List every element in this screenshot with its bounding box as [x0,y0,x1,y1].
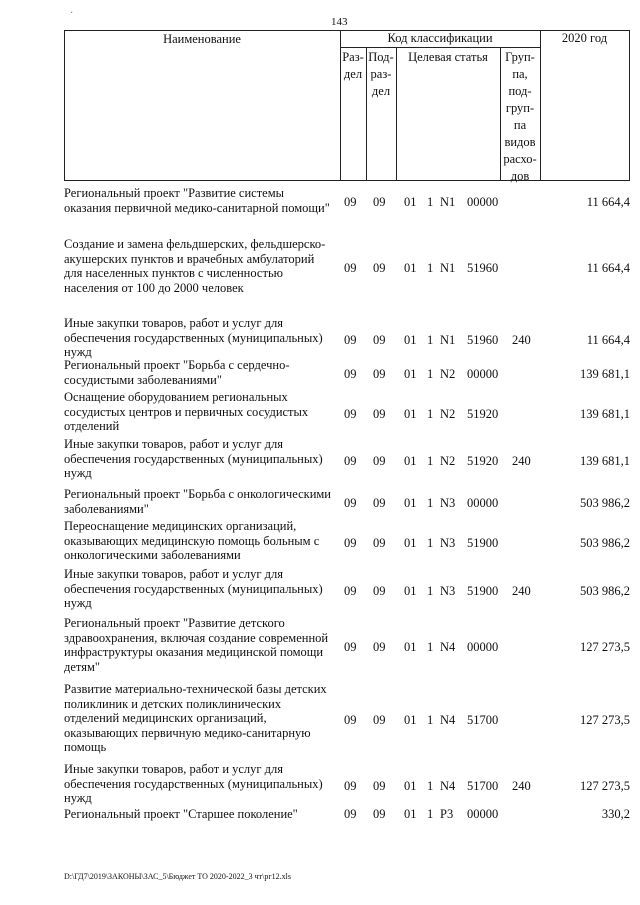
kod-subheader-line [340,47,540,48]
cell-cs3: N3 [440,496,456,511]
cell-cs1: 01 [404,453,417,468]
row-name-line: Иные закупки товаров, работ и услуг для [64,762,284,776]
header-bottom-border [64,180,630,181]
cell-razdel: 09 [344,260,357,275]
cell-sum: 127 273,5 [580,713,630,727]
table-row [64,437,630,481]
cell-razdel: 09 [344,713,357,727]
row-name [64,807,334,822]
row-name [64,358,334,387]
row-name-line: оказания первичной медико-санитарной помощи" [64,200,330,215]
cell-podrazdel: 09 [373,332,386,347]
cell-razdel: 09 [344,639,357,654]
cell-sum: 127 273,5 [580,639,630,654]
row-name [64,437,334,481]
cell-sum: 139 681,1 [580,406,630,421]
header-divider-podrazdel [396,47,397,180]
cell-sum: 503 986,2 [580,496,630,511]
cell-cs3: P3 [440,807,454,821]
table-row [64,487,630,516]
cell-razdel: 09 [344,195,357,210]
row-name-line: Создание и замена фельдшерских, фельдшерско- [64,237,326,251]
row-name-line: обеспечения государственных (муниципальных) [64,451,323,466]
row-name-line: нужд [64,466,92,480]
row-name-line: инфраструктуры оказания медицинской помощи [64,645,324,659]
row-name [64,616,334,674]
scan-mark: · [70,8,74,19]
cell-cs4: 51920 [467,453,499,468]
cell-cs1: 01 [404,778,417,793]
row-name-line: помощь [64,740,107,754]
table-row [64,186,630,215]
row-name-line: Региональный проект "Развитие системы [64,186,285,200]
cell-sum: 503 986,2 [580,583,630,598]
cell-cs1: 01 [404,332,417,347]
cell-cs3: N2 [440,406,456,421]
row-name [64,186,334,215]
cell-cs3: N4 [440,778,456,793]
cell-cs2: 1 [427,778,434,793]
row-name-line: сосудистых центров и первичных сосудистых [64,404,309,419]
cell-cs2: 1 [427,807,434,821]
cell-cs4: 51700 [467,778,499,793]
table-row [64,519,630,563]
cell-razdel: 09 [344,778,357,793]
cell-sum: 503 986,2 [580,535,630,550]
cell-cs4: 51960 [467,260,499,275]
cell-sum: 139 681,1 [580,367,630,382]
cell-podrazdel: 09 [373,639,386,654]
cell-razdel: 09 [344,406,357,421]
header-year: 2020 год [561,31,608,45]
row-name [64,390,334,434]
cell-cs2: 1 [427,496,434,511]
cell-cs3: N1 [440,260,456,275]
cell-cs3: N2 [440,367,456,382]
row-name-line: обеспечения государственных (муниципальных) [64,776,323,791]
row-name-line: детям" [64,659,100,674]
cell-razdel: 09 [344,583,357,598]
cell-sum: 330,2 [601,807,630,821]
row-name-line: Развитие материально-технической базы детских [64,682,327,696]
cell-podrazdel: 09 [373,713,386,727]
cell-cs4: 00000 [467,195,499,210]
cell-cs2: 1 [427,195,434,210]
cell-cs4: 51920 [467,406,499,421]
header-podrazdel: Под- раз- дел [368,50,394,98]
cell-vid: 240 [512,583,531,598]
cell-sum: 127 273,5 [580,778,630,793]
cell-cs4: 00000 [467,367,499,382]
row-name [64,762,334,806]
cell-cs1: 01 [404,807,417,821]
cell-podrazdel: 09 [373,535,386,550]
row-name-line: Переоснащение медицинских организаций, [64,519,297,533]
page-number: 143 [331,16,348,28]
cell-vid: 240 [512,332,531,347]
cell-podrazdel: 09 [373,367,386,382]
cell-cs2: 1 [427,713,434,727]
row-name-line: Региональный проект "Развитие детского [64,616,285,630]
cell-razdel: 09 [344,535,357,550]
row-name [64,519,334,563]
row-name [64,682,334,755]
table-row [64,316,630,360]
cell-cs1: 01 [404,535,417,550]
row-name-line: нужд [64,791,92,805]
cell-cs2: 1 [427,453,434,468]
row-name [64,237,334,295]
cell-cs4: 00000 [467,639,499,654]
cell-cs4: 51900 [467,583,499,598]
cell-razdel: 09 [344,807,357,821]
row-name-line: нужд [64,596,92,610]
row-name [64,567,334,611]
cell-cs1: 01 [404,260,417,275]
row-name-line: оказывающих медицинскую помощь больным с [64,533,320,548]
row-name-line: населения от 100 до 2000 человек [64,280,244,295]
row-name-line: Региональный проект "Старшее поколение" [64,807,298,821]
row-name-line: Иные закупки товаров, работ и услуг для [64,316,284,330]
cell-cs2: 1 [427,535,434,550]
cell-cs2: 1 [427,639,434,654]
cell-podrazdel: 09 [373,406,386,421]
row-name-line: обеспечения государственных (муниципальных) [64,330,323,345]
row-name-line: отделений медицинских организаций, [64,711,267,725]
header-gruppa: Груп- па, под- груп- па видов расхо- дов [503,50,537,183]
row-name-line: Иные закупки товаров, работ и услуг для [64,567,284,581]
header-naimenovanie: Наименование [163,32,241,46]
cell-cs3: N2 [440,453,456,468]
cell-sum: 11 664,4 [586,332,630,347]
table-row [64,762,630,806]
cell-cs1: 01 [404,639,417,654]
cell-cs4: 51700 [467,713,499,727]
cell-cs2: 1 [427,583,434,598]
cell-cs3: N4 [440,713,456,727]
file-path: D:\ГД7\2019\ЗАКОНЫ\ЗАС_5\Бюджет ТО 2020-2022_3 чт\рг12.xls [64,872,291,881]
header-celevaya: Целевая статья [408,50,488,64]
cell-podrazdel: 09 [373,453,386,468]
row-name [64,487,334,516]
cell-cs4: 51900 [467,535,499,550]
cell-cs3: N4 [440,639,456,654]
row-name-line: акушерских пунктов и врачебных амбулаторий [64,251,315,266]
row-name [64,316,334,360]
table-row [64,358,630,387]
row-name-line: Оснащение оборудованием региональных [64,390,288,404]
cell-sum: 11 664,4 [586,260,630,275]
cell-cs3: N3 [440,583,456,598]
header-divider-gruppa [540,30,541,180]
cell-vid: 240 [512,778,531,793]
cell-podrazdel: 09 [373,496,386,511]
header-kod: Код классификации [387,31,493,45]
cell-sum: 11 664,4 [586,195,630,210]
row-name-line: Иные закупки товаров, работ и услуг для [64,437,284,451]
row-name-line: Региональный проект "Борьба с онкологическими [64,487,331,501]
row-name-line: онкологическими заболеваниями [64,548,241,562]
cell-cs1: 01 [404,367,417,382]
header-right-border [629,30,630,180]
row-name-line: для населенных пунктов с численностью [64,266,283,280]
row-name-line: поликлиник и детских поликлинических [64,696,282,711]
cell-cs4: 51960 [467,332,499,347]
cell-cs2: 1 [427,406,434,421]
cell-vid: 240 [512,453,531,468]
cell-cs1: 01 [404,195,417,210]
cell-razdel: 09 [344,332,357,347]
table-row [64,567,630,611]
row-name-line: обеспечения государственных (муниципальных) [64,581,323,596]
row-name-line: заболеваниями" [64,501,149,516]
row-name-line: здравоохранения, включая создание современной [64,630,329,645]
table-row [64,682,630,755]
cell-cs4: 00000 [467,496,499,511]
cell-podrazdel: 09 [373,260,386,275]
cell-razdel: 09 [344,367,357,382]
cell-podrazdel: 09 [373,807,386,821]
cell-cs1: 01 [404,496,417,511]
row-name-line: сосудистыми заболеваниями" [64,372,222,387]
cell-cs4: 00000 [467,807,499,821]
header-left-border [64,30,65,180]
cell-cs3: N3 [440,535,456,550]
table-row [64,237,630,295]
cell-cs2: 1 [427,332,434,347]
cell-cs1: 01 [404,406,417,421]
table-header [64,30,630,183]
cell-cs2: 1 [427,367,434,382]
cell-cs2: 1 [427,260,434,275]
cell-cs1: 01 [404,713,417,727]
cell-podrazdel: 09 [373,195,386,210]
row-name-line: нужд [64,345,92,359]
cell-cs3: N1 [440,195,456,210]
row-name-line: отделений [64,419,120,433]
table-row [64,807,630,822]
row-name-line: оказывающих первичную медико-санитарную [64,725,311,740]
cell-podrazdel: 09 [373,778,386,793]
cell-razdel: 09 [344,496,357,511]
table-row [64,390,630,434]
table-row [64,616,630,674]
cell-podrazdel: 09 [373,583,386,598]
cell-razdel: 09 [344,453,357,468]
header-razdel: Раз- дел [342,50,364,81]
row-name-line: Региональный проект "Борьба с сердечно- [64,358,290,372]
cell-sum: 139 681,1 [580,453,630,468]
cell-cs3: N1 [440,332,456,347]
cell-cs1: 01 [404,583,417,598]
